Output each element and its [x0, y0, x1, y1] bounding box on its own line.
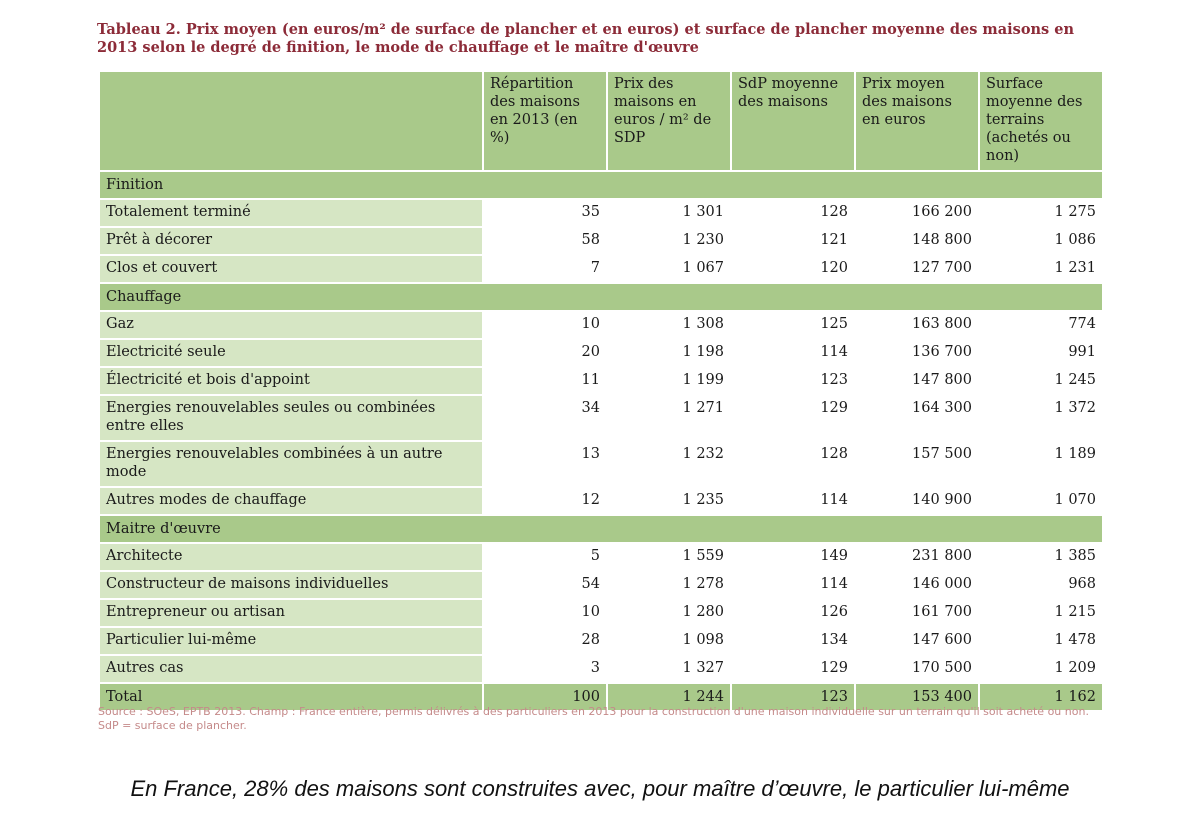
- section-row: [99, 515, 1103, 543]
- row-label: Constructeur de maisons individuelles: [99, 571, 483, 599]
- cell-value: 968: [979, 571, 1103, 599]
- header-cell: Prix des maisons en euros / m² de SDP: [607, 71, 731, 171]
- cell-value: 129: [731, 655, 855, 683]
- row-label: Energies renouvelables combinées à un autre mode: [99, 441, 483, 487]
- source-line: Source : SOeS, EPTB 2013. Champ : France entière, permis délivrés à des particuliers en 2013 pour la construction d'une maison individuelle sur un terrain qu'il soit acheté ou non.: [98, 705, 1089, 718]
- cell-value: 1 086: [979, 227, 1103, 255]
- cell-value: 149: [731, 543, 855, 571]
- section-label: Finition: [99, 171, 1103, 199]
- cell-value: 13: [483, 441, 607, 487]
- table-row: [99, 571, 1103, 599]
- table-row: [99, 339, 1103, 367]
- row-label: Gaz: [99, 311, 483, 339]
- table-row: [99, 367, 1103, 395]
- cell-value: 12: [483, 487, 607, 515]
- table-row: [99, 655, 1103, 683]
- caption: En France, 28% des maisons sont construites avec, pour maître d’œuvre, le particulier lui-même: [130, 776, 1070, 801]
- table-row: [99, 599, 1103, 627]
- cell-value: 34: [483, 395, 607, 441]
- row-label: Electricité seule: [99, 339, 483, 367]
- table-title: Tableau 2. Prix moyen (en euros/m² de surface de plancher et en euros) et surface de plancher moyenne des maisons en 2013 selon le degré de finition, le mode de chauffage et le maître d'œuvre: [97, 21, 1075, 56]
- cell-value: 134: [731, 627, 855, 655]
- section-label: Chauffage: [99, 283, 1103, 311]
- cell-value: 128: [731, 199, 855, 227]
- cell-value: 1 189: [979, 441, 1103, 487]
- header-row: [99, 71, 1103, 171]
- total-label: Total: [99, 683, 483, 711]
- total-value: 153 400: [855, 683, 979, 711]
- row-label: Totalement terminé: [99, 199, 483, 227]
- row-label: Autres modes de chauffage: [99, 487, 483, 515]
- cell-value: 1 067: [607, 255, 731, 283]
- cell-value: 1 209: [979, 655, 1103, 683]
- cell-value: 123: [731, 367, 855, 395]
- cell-value: 35: [483, 199, 607, 227]
- source-line: SdP = surface de plancher.: [98, 719, 247, 732]
- row-label: Clos et couvert: [99, 255, 483, 283]
- cell-value: 128: [731, 441, 855, 487]
- cell-value: 1 308: [607, 311, 731, 339]
- cell-value: 1 385: [979, 543, 1103, 571]
- cell-value: 1 280: [607, 599, 731, 627]
- table-row: [99, 487, 1103, 515]
- cell-value: 121: [731, 227, 855, 255]
- table-row: [99, 227, 1103, 255]
- cell-value: 1 198: [607, 339, 731, 367]
- cell-value: 146 000: [855, 571, 979, 599]
- cell-value: 126: [731, 599, 855, 627]
- table-row: [99, 199, 1103, 227]
- cell-value: 1 271: [607, 395, 731, 441]
- cell-value: 10: [483, 599, 607, 627]
- header-cell: Répartition des maisons en 2013 (en %): [483, 71, 607, 171]
- cell-value: 1 275: [979, 199, 1103, 227]
- cell-value: 5: [483, 543, 607, 571]
- cell-value: 147 800: [855, 367, 979, 395]
- cell-value: 1 098: [607, 627, 731, 655]
- header-cell: Prix moyen des maisons en euros: [855, 71, 979, 171]
- cell-value: 1 278: [607, 571, 731, 599]
- cell-value: 1 301: [607, 199, 731, 227]
- section-row: [99, 171, 1103, 199]
- cell-value: 991: [979, 339, 1103, 367]
- row-label: Architecte: [99, 543, 483, 571]
- cell-value: 147 600: [855, 627, 979, 655]
- cell-value: 11: [483, 367, 607, 395]
- header-cell: Surface moyenne des terrains (achetés ou non): [979, 71, 1103, 171]
- total-value: 1 162: [979, 683, 1103, 711]
- total-value: 123: [731, 683, 855, 711]
- total-value: 1 244: [607, 683, 731, 711]
- cell-value: 140 900: [855, 487, 979, 515]
- cell-value: 136 700: [855, 339, 979, 367]
- row-label: Prêt à décorer: [99, 227, 483, 255]
- row-label: Particulier lui-même: [99, 627, 483, 655]
- cell-value: 54: [483, 571, 607, 599]
- cell-value: 114: [731, 487, 855, 515]
- cell-value: 127 700: [855, 255, 979, 283]
- cell-value: 1 559: [607, 543, 731, 571]
- cell-value: 114: [731, 339, 855, 367]
- cell-value: 10: [483, 311, 607, 339]
- cell-value: 170 500: [855, 655, 979, 683]
- cell-value: 1 478: [979, 627, 1103, 655]
- cell-value: 1 232: [607, 441, 731, 487]
- cell-value: 120: [731, 255, 855, 283]
- cell-value: 58: [483, 227, 607, 255]
- cell-value: 774: [979, 311, 1103, 339]
- cell-value: 1 235: [607, 487, 731, 515]
- cell-value: 7: [483, 255, 607, 283]
- source-note: [98, 705, 1108, 733]
- cell-value: 1 215: [979, 599, 1103, 627]
- cell-value: 129: [731, 395, 855, 441]
- cell-value: 163 800: [855, 311, 979, 339]
- row-label: Électricité et bois d'appoint: [99, 367, 483, 395]
- cell-value: 164 300: [855, 395, 979, 441]
- table-row: [99, 441, 1103, 487]
- cell-value: 161 700: [855, 599, 979, 627]
- data-table: [98, 70, 1104, 712]
- cell-value: 1 231: [979, 255, 1103, 283]
- cell-value: 125: [731, 311, 855, 339]
- cell-value: 148 800: [855, 227, 979, 255]
- table-row: [99, 627, 1103, 655]
- cell-value: 166 200: [855, 199, 979, 227]
- table-row: [99, 543, 1103, 571]
- cell-value: 1 070: [979, 487, 1103, 515]
- section-label: Maitre d'œuvre: [99, 515, 1103, 543]
- table-row: [99, 395, 1103, 441]
- cell-value: 1 245: [979, 367, 1103, 395]
- cell-value: 28: [483, 627, 607, 655]
- row-label: Entrepreneur ou artisan: [99, 599, 483, 627]
- section-row: [99, 283, 1103, 311]
- cell-value: 1 199: [607, 367, 731, 395]
- cell-value: 114: [731, 571, 855, 599]
- cell-value: 3: [483, 655, 607, 683]
- cell-value: 20: [483, 339, 607, 367]
- header-cell: [99, 71, 483, 171]
- table-row: [99, 255, 1103, 283]
- cell-value: 1 327: [607, 655, 731, 683]
- header-cell: SdP moyenne des maisons: [731, 71, 855, 171]
- cell-value: 1 230: [607, 227, 731, 255]
- row-label: Autres cas: [99, 655, 483, 683]
- cell-value: 157 500: [855, 441, 979, 487]
- cell-value: 1 372: [979, 395, 1103, 441]
- cell-value: 231 800: [855, 543, 979, 571]
- table-row: [99, 311, 1103, 339]
- total-value: 100: [483, 683, 607, 711]
- row-label: Energies renouvelables seules ou combinées entre elles: [99, 395, 483, 441]
